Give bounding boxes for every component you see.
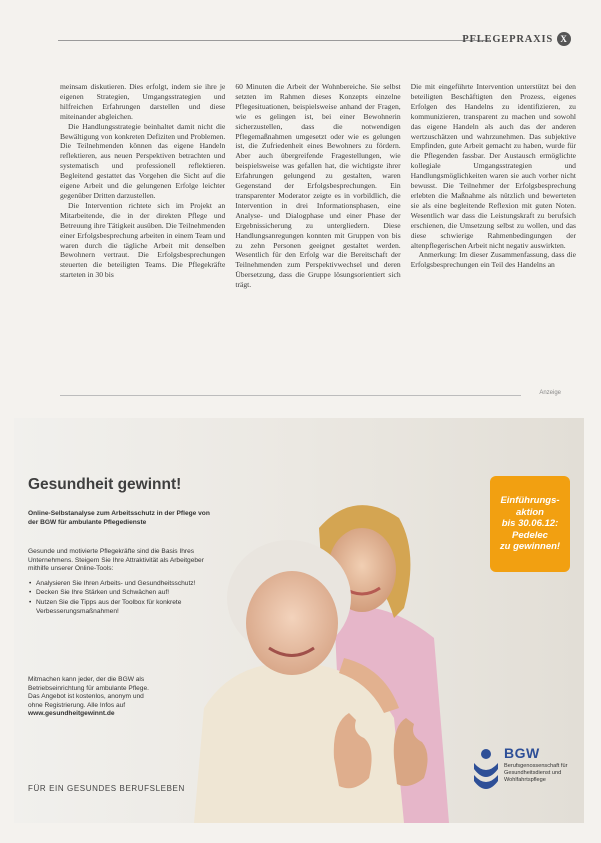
- advertisement: [14, 418, 584, 823]
- article-column-3: [411, 82, 576, 372]
- bgw-logo: [472, 743, 582, 803]
- paragraph: meinsam diskutieren. Dies erfolgt, indem sie ihre je eigenen Strategien, Umgangsstrategien und hilfreichen Erfahrungen darstellen und diese miteinander abgleichen.: [60, 82, 226, 121]
- ad-slogan: FÜR EIN GESUNDES BERUFSLEBEN: [28, 784, 185, 793]
- article-column-2: [235, 82, 400, 372]
- badge-line: aktion: [516, 506, 544, 518]
- badge-line: bis 30.06.12:: [501, 518, 559, 530]
- section-title: [462, 32, 571, 46]
- bgw-logo-subtitle: Berufsgenossenschaft für Gesundheitsdienst und Wohlfahrtspflege: [504, 763, 568, 784]
- list-item: • Nutzen Sie die Tipps aus der Toolbox für konkrete Verbesserungsmaßnahmen!: [36, 599, 218, 616]
- ad-url-link[interactable]: www.gesundheitgewinnt.de: [28, 710, 115, 718]
- paragraph: Die Handlungsstrategie beinhaltet damit nicht die Bewältigung von konkreten Defiziten und Problemen. Die Teilnehmenden können das eigene Handeln reflektieren, aus neuen Perspektiven betrachten und systematisch und professionell reflektieren. Begleitend gestattet das Vorgehen die Sicht auf die eigene Arbeit und die gelungenen Erfolge leichter gegenüber Dritten darzustellen.: [60, 121, 226, 200]
- paragraph: 60 Minuten die Arbeit der Wohnbereiche. Sie selbst setzten im Rahmen dieses Konzepts einzelne Pflegesituationen, beispielsweise anhand der Fragen, wie es gelingen ist, bei einer Bewohnerin sicherzustellen, dass die notwendigen Pflegemaßnahmen umgesetzt oder wie es gelungen ist, die Zufriedenheit eines Bewohners zu fördern. Aber auch übergreifende Fragestellungen, wie beispielsweise was gefallen hat, die wichtigste ihrer Erfahrungen gelungend zu gestalten, waren Gegenstand der Erfolgsbesprechungen. Ein transparenter Moderator zeigte es in vorbildlich, die Intervention in drei Informationsphasen, eine Analyse- und Dialogphase und einer Phase der Ergebnissicherung zu untergliedern. Diese Handlungsanregungen konnten mit Gruppen von bis zu zehn Personen geeignet gestaltet werden. Wesentlich für den Erfolg war die Bereitschaft der Teilnehmenden zum Perspektivwechsel und deren Übersetzung, dass die Gruppe lösungsorientiert sich trägt.: [235, 82, 401, 290]
- promo-badge: [490, 476, 570, 572]
- paragraph: Die mit eingeführte Intervention unterstützt bei den beteiligten Beschäftigten den Prozess, eigenes Erfolgen des Handelns zu identifizieren, zu kommunizieren, transparent zu machen und sowohl das eigene Handeln als auch das der anderen wertzuschätzen und wahrzunehmen. Das subjektive Empfinden, gute Arbeit gemacht zu haben, wurde für die Pflegenden fassbar. Der Austausch ermöglichte kollegiale Umgangsstrategien und Handlungsmöglichkeiten waren sie auch vorher nicht bewusst. Die Teilnehmer der Erfolgsbesprechung erlebten die Maßnahme als nützlich und bewerteten sie als eine begleitende Reflexion mit guten Noten. Wesentlich war dass die Leistungskraft zu berufsich erschienen, die Umsetzung selbst zu wollen, und das diese schwierige Rahmenbedingungen der altenpflegerischen Arbeit nicht negativ auswirkten.: [410, 82, 576, 250]
- ad-subheadline: Online-Selbstanalyse zum Arbeitsschutz in der Pflege von der BGW für ambulante Pflegedienste: [28, 510, 210, 526]
- list-item: • Analysieren Sie Ihren Arbeits- und Gesundheitsschutz!: [36, 580, 218, 589]
- ad-body: [28, 548, 218, 622]
- paragraph: Die Intervention richtete sich im Projekt an Mitarbeitende, die in der direkten Pflege und Betreuung ihre Tätigkeit ausüben. Die Teilnehmenden einer Erfolgsbesprechung arbeiten in einem Team und waren durch die tägliche Arbeit mit denselben Bewohnern vertraut. Die Erfolgsbesprechungen steuerten die beteiligten Teams. Die Pflegekräfte starteten in 30 bis: [60, 200, 226, 280]
- section-title-text: PFLEGEPRAXIS: [462, 33, 553, 45]
- bgw-logo-name: BGW: [504, 745, 540, 761]
- page-header: [0, 32, 601, 48]
- article-columns: [60, 82, 576, 372]
- badge-line: Einführungs-: [500, 495, 560, 507]
- badge-line: Pedelec: [512, 529, 548, 541]
- list-item: • Decken Sie Ihre Stärken und Schwächen auf!: [36, 589, 218, 598]
- paragraph: Anmerkung: Im dieser Zusammenfassung, dass die Erfolgsbesprechungen ein Teil des Handelns an: [410, 250, 576, 270]
- ad-headline: Gesundheit gewinnt!: [28, 476, 182, 493]
- bgw-mark-icon: [472, 747, 500, 795]
- divider: [60, 395, 521, 396]
- badge-line: zu gewinnen!: [499, 541, 561, 553]
- article-column-1: [60, 82, 225, 372]
- article-end: [60, 390, 561, 400]
- ad-bullet-list: [28, 580, 218, 616]
- ad-intro: Gesunde und motivierte Pflegekräfte sind die Basis Ihres Unternehmens. Steigern Sie Ihre Attraktivität als Arbeitgeber mithilfe unserer Online-Tools:: [28, 548, 204, 573]
- section-badge-icon: X: [557, 32, 571, 46]
- header-rule: [58, 40, 491, 41]
- ad-contact: [28, 676, 158, 719]
- nurse-and-senior-photo: [194, 458, 454, 823]
- ad-label: Anzeige: [539, 390, 561, 396]
- ad-contact-text: Mitmachen kann jeder, der die BGW als Betriebseinrichtung für ambulante Pflege. Das Angebot ist kostenlos, anonym und ohne Registrierung. Alle Infos auf: [28, 676, 149, 709]
